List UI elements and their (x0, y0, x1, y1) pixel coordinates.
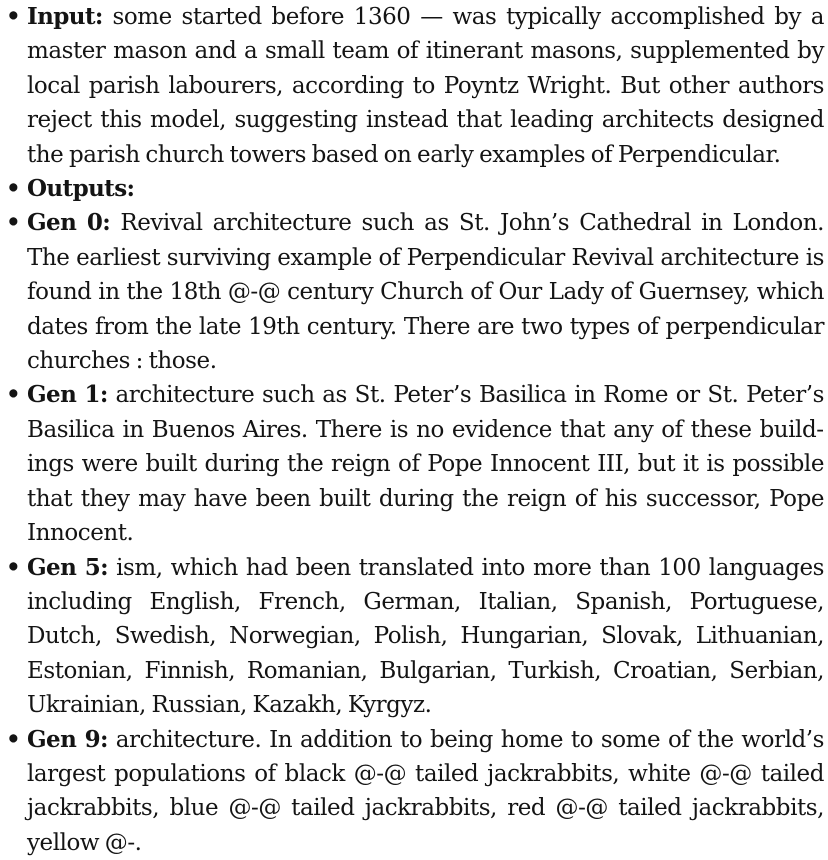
item-label: Outputs: (27, 175, 135, 203)
item-label: Gen 1: (27, 381, 108, 409)
item-label: Gen 5: (27, 553, 109, 581)
item-label: Gen 9: (27, 725, 108, 753)
bullet-marker: • (6, 175, 21, 203)
bullet-marker: • (6, 209, 21, 237)
list-item-gen-5 (6, 551, 824, 723)
list-item-gen-1 (6, 378, 824, 550)
item-text: Revival architecture such as St. John’s Cathedral in London. The earliest surviving example of Perpendicular Revival architecture is found in the 18th @-@ century Church of Our Lady of Guernsey, which dates from the late 19th century. There are two types of perpendicular churches : those. (27, 210, 824, 375)
bullet-marker: • (6, 553, 21, 581)
item-text: ism, which had been translated into more than 100 languages including English, French, German, Italian, Spanish, Portuguese, Dutch, Swedish, Norwegian, Polish, Hungarian, Slovak, Lithuanian, Estonian, Finnish, Romanian, Bulgarian, Turkish, Croatian, Serbian, Ukrainian, Russian, Kazakh, Kyrgyz. (27, 554, 825, 719)
item-text: some started before 1360 — was typically accomplished by a master mason and a small team of itinerant masons, supplemented by local parish labourers, according to Poyntz Wright. But other authors reject this model, suggesting instead that leading architects designed the parish church towers based on early examples of Perpendicular. (27, 4, 824, 168)
list-item-gen-0 (6, 206, 824, 378)
item-text: architecture such as St. Peter’s Basilica in Rome or St. Peter’s Basilica in Buenos Aires. There is no evidence that any of these buildings were built during the reign of Pope Innocent III, but it is possible that they may have been built during the reign of his successor, Pope Innocent. (27, 382, 825, 547)
list-item-outputs (6, 172, 824, 206)
item-text: architecture. In addition to being home to some of the world’s largest populations of black @-@ tailed jackrabbits, white @-@ tailed jackrabbits, blue @-@ tailed jackrabbits, red @-@ tailed jackrabbits, yellow @-. (27, 726, 824, 856)
item-label: Input: (27, 3, 103, 30)
bullet-marker: • (6, 3, 21, 30)
item-label: Gen 0: (27, 209, 111, 237)
bullet-list (6, 0, 824, 860)
list-item-gen-9 (6, 723, 824, 860)
bullet-marker: • (6, 725, 21, 753)
bullet-marker: • (6, 381, 21, 409)
list-item-input (6, 0, 824, 172)
